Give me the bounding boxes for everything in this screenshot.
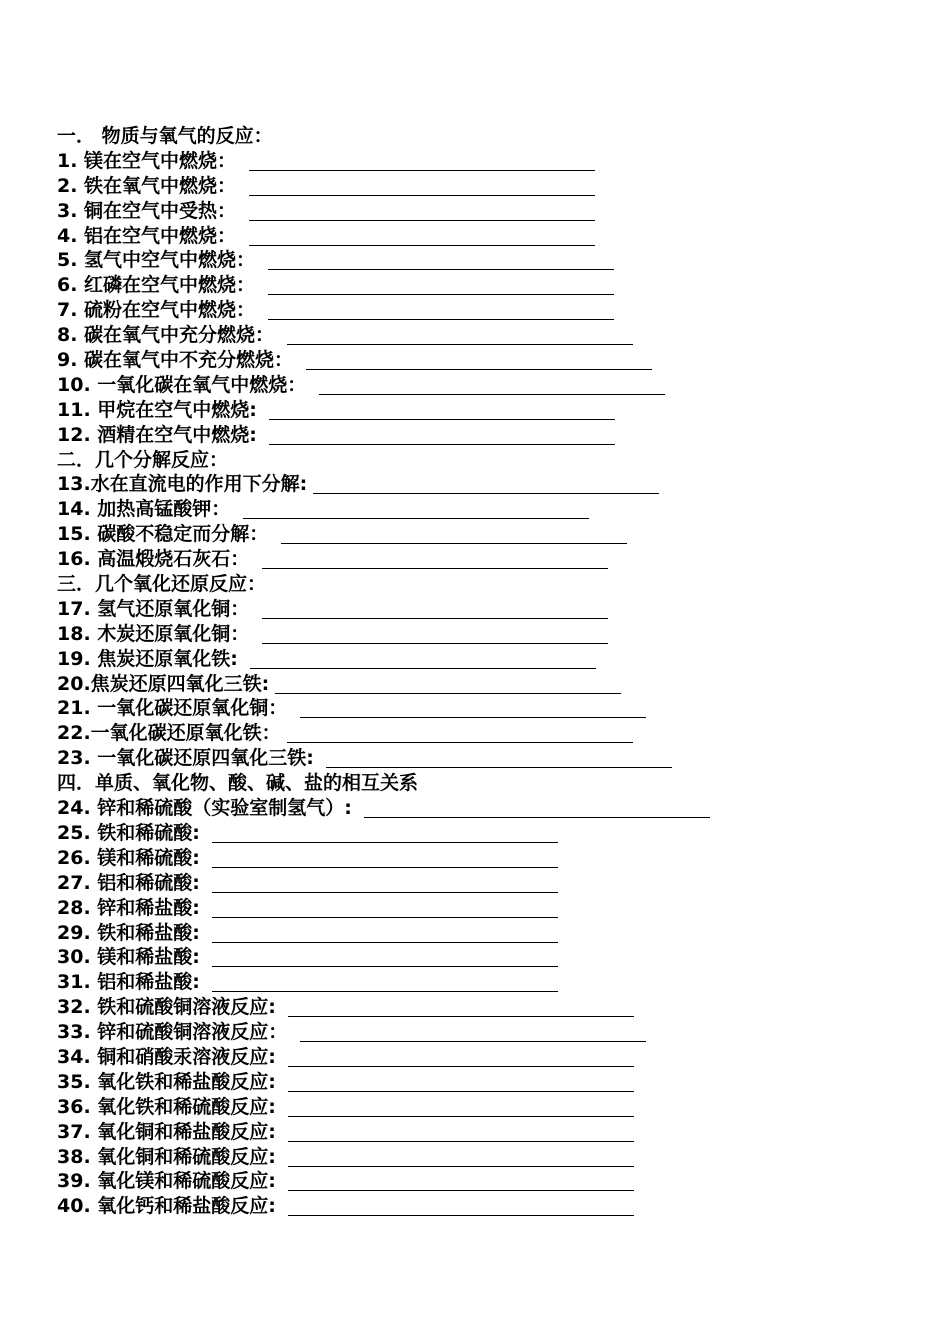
answer-blank-line[interactable]	[300, 717, 646, 718]
section-heading	[57, 572, 927, 597]
section-title: 二．几个分解反应：	[57, 448, 229, 471]
question-label: 34. 铜和硝酸汞溶液反应:	[57, 1045, 276, 1068]
question-row	[57, 1169, 927, 1194]
section-heading	[57, 124, 927, 149]
answer-blank-line[interactable]	[306, 369, 652, 370]
question-row	[57, 821, 927, 846]
answer-blank-line[interactable]	[212, 991, 558, 992]
question-row	[57, 796, 927, 821]
question-row	[57, 1045, 927, 1070]
answer-blank-line[interactable]	[212, 966, 558, 967]
question-row	[57, 672, 927, 697]
question-label: 38. 氧化铜和稀硫酸反应:	[57, 1145, 276, 1168]
question-row	[57, 323, 927, 348]
question-label: 18. 木炭还原氧化铜：	[57, 622, 250, 645]
question-label: 10. 一氧化碳在氧气中燃烧：	[57, 373, 307, 396]
question-row	[57, 647, 927, 672]
question-row	[57, 547, 927, 572]
question-label: 32. 铁和硫酸铜溶液反应:	[57, 996, 276, 1019]
question-label: 31. 铝和稀盐酸:	[57, 971, 200, 994]
answer-blank-line[interactable]	[313, 493, 659, 494]
answer-blank-line[interactable]	[268, 294, 614, 295]
question-label: 33. 锌和硫酸铜溶液反应：	[57, 1021, 288, 1044]
question-row	[57, 746, 927, 771]
question-label: 19. 焦炭还原氧化铁:	[57, 647, 238, 670]
question-row	[57, 622, 927, 647]
question-label: 36. 氧化铁和稀硫酸反应:	[57, 1095, 276, 1118]
question-label: 27. 铝和稀硫酸:	[57, 871, 200, 894]
question-row	[57, 273, 927, 298]
answer-blank-line[interactable]	[300, 1041, 646, 1042]
answer-blank-line[interactable]	[288, 1190, 634, 1191]
question-row	[57, 921, 927, 946]
section-title: 三．几个氧化还原反应：	[57, 573, 267, 596]
question-row	[57, 896, 927, 921]
question-label: 29. 铁和稀盐酸:	[57, 921, 200, 944]
question-label: 5. 氢气中空气中燃烧：	[57, 249, 256, 272]
question-row	[57, 945, 927, 970]
answer-blank-line[interactable]	[262, 643, 608, 644]
section-title: 四．单质、氧化物、酸、碱、盐的相互关系	[57, 772, 419, 795]
answer-blank-line[interactable]	[212, 867, 558, 868]
answer-blank-line[interactable]	[262, 568, 608, 569]
question-row	[57, 174, 927, 199]
question-label: 9. 碳在氧气中不充分燃烧：	[57, 349, 294, 372]
question-label: 22.一氧化碳还原氧化铁：	[57, 722, 281, 745]
question-row	[57, 721, 927, 746]
question-label: 7. 硫粉在空气中燃烧：	[57, 299, 256, 322]
question-label: 25. 铁和稀硫酸:	[57, 821, 200, 844]
answer-blank-line[interactable]	[212, 942, 558, 943]
question-row	[57, 373, 927, 398]
question-label: 15. 碳酸不稳定而分解：	[57, 523, 269, 546]
question-label: 4. 铝在空气中燃烧：	[57, 224, 237, 247]
answer-blank-line[interactable]	[288, 1141, 634, 1142]
answer-blank-line[interactable]	[288, 1215, 634, 1216]
answer-blank-line[interactable]	[364, 817, 710, 818]
question-label: 24. 锌和稀硫酸（实验室制氢气）:	[57, 797, 352, 820]
section-heading	[57, 448, 927, 473]
question-row	[57, 1120, 927, 1145]
question-label: 39. 氧化镁和稀硫酸反应:	[57, 1170, 276, 1193]
question-label: 12. 酒精在空气中燃烧:	[57, 423, 257, 446]
question-label: 40. 氧化钙和稀盐酸反应:	[57, 1195, 276, 1218]
question-row	[57, 497, 927, 522]
answer-blank-line[interactable]	[268, 269, 614, 270]
question-label: 1. 镁在空气中燃烧：	[57, 149, 237, 172]
answer-blank-line[interactable]	[249, 245, 595, 246]
question-label: 16. 高温煅烧石灰石：	[57, 548, 250, 571]
question-row	[57, 597, 927, 622]
question-label: 26. 镁和稀硫酸:	[57, 846, 200, 869]
question-label: 17. 氢气还原氧化铜：	[57, 597, 250, 620]
answer-blank-line[interactable]	[287, 344, 633, 345]
question-label: 35. 氧化铁和稀盐酸反应:	[57, 1070, 276, 1093]
question-row	[57, 348, 927, 373]
question-row	[57, 1145, 927, 1170]
question-row	[57, 248, 927, 273]
answer-blank-line[interactable]	[269, 444, 615, 445]
answer-blank-line[interactable]	[249, 195, 595, 196]
question-row	[57, 1020, 927, 1045]
answer-blank-line[interactable]	[268, 319, 614, 320]
question-row	[57, 224, 927, 249]
question-row	[57, 423, 927, 448]
question-row	[57, 298, 927, 323]
answer-blank-line[interactable]	[275, 693, 621, 694]
question-label: 2. 铁在氧气中燃烧：	[57, 174, 237, 197]
question-label: 30. 镁和稀盐酸:	[57, 946, 200, 969]
question-row	[57, 970, 927, 995]
question-label: 8. 碳在氧气中充分燃烧：	[57, 324, 275, 347]
section-title: 一． 物质与氧气的反应：	[57, 125, 273, 147]
section-heading	[57, 771, 927, 796]
answer-blank-line[interactable]	[288, 1116, 634, 1117]
question-label: 37. 氧化铜和稀盐酸反应:	[57, 1120, 276, 1143]
question-label: 3. 铜在空气中受热：	[57, 199, 237, 222]
question-row	[57, 871, 927, 896]
question-label: 20.焦炭还原四氧化三铁:	[57, 672, 270, 695]
answer-blank-line[interactable]	[269, 419, 615, 420]
answer-blank-line[interactable]	[249, 220, 595, 221]
question-label: 28. 锌和稀盐酸:	[57, 896, 200, 919]
question-label: 11. 甲烷在空气中燃烧:	[57, 398, 257, 421]
question-row	[57, 696, 927, 721]
answer-blank-line[interactable]	[288, 1066, 634, 1067]
answer-blank-line[interactable]	[262, 618, 608, 619]
answer-blank-line[interactable]	[212, 842, 558, 843]
answer-blank-line[interactable]	[243, 518, 589, 519]
question-row	[57, 398, 927, 423]
question-label: 23. 一氧化碳还原四氧化三铁:	[57, 747, 314, 770]
answer-blank-line[interactable]	[319, 394, 665, 395]
question-row	[57, 472, 927, 497]
question-row	[57, 846, 927, 871]
question-row	[57, 1095, 927, 1120]
answer-blank-line[interactable]	[281, 543, 627, 544]
answer-blank-line[interactable]	[249, 170, 595, 171]
answer-blank-line[interactable]	[326, 767, 672, 768]
question-row	[57, 1194, 927, 1219]
answer-blank-line[interactable]	[250, 668, 596, 669]
question-label: 14. 加热高锰酸钾：	[57, 498, 231, 521]
answer-blank-line[interactable]	[288, 1166, 634, 1167]
answer-blank-line[interactable]	[288, 1016, 634, 1017]
answer-blank-line[interactable]	[288, 1091, 634, 1092]
question-row	[57, 199, 927, 224]
question-row	[57, 522, 927, 547]
worksheet-lines	[57, 124, 927, 1219]
question-row	[57, 1070, 927, 1095]
answer-blank-line[interactable]	[287, 742, 633, 743]
answer-blank-line[interactable]	[212, 892, 558, 893]
answer-blank-line[interactable]	[212, 917, 558, 918]
question-label: 13.水在直流电的作用下分解:	[57, 473, 308, 496]
question-label: 21. 一氧化碳还原氧化铜：	[57, 697, 288, 720]
question-row	[57, 995, 927, 1020]
question-label: 6. 红磷在空气中燃烧：	[57, 274, 256, 297]
question-row	[57, 149, 927, 174]
